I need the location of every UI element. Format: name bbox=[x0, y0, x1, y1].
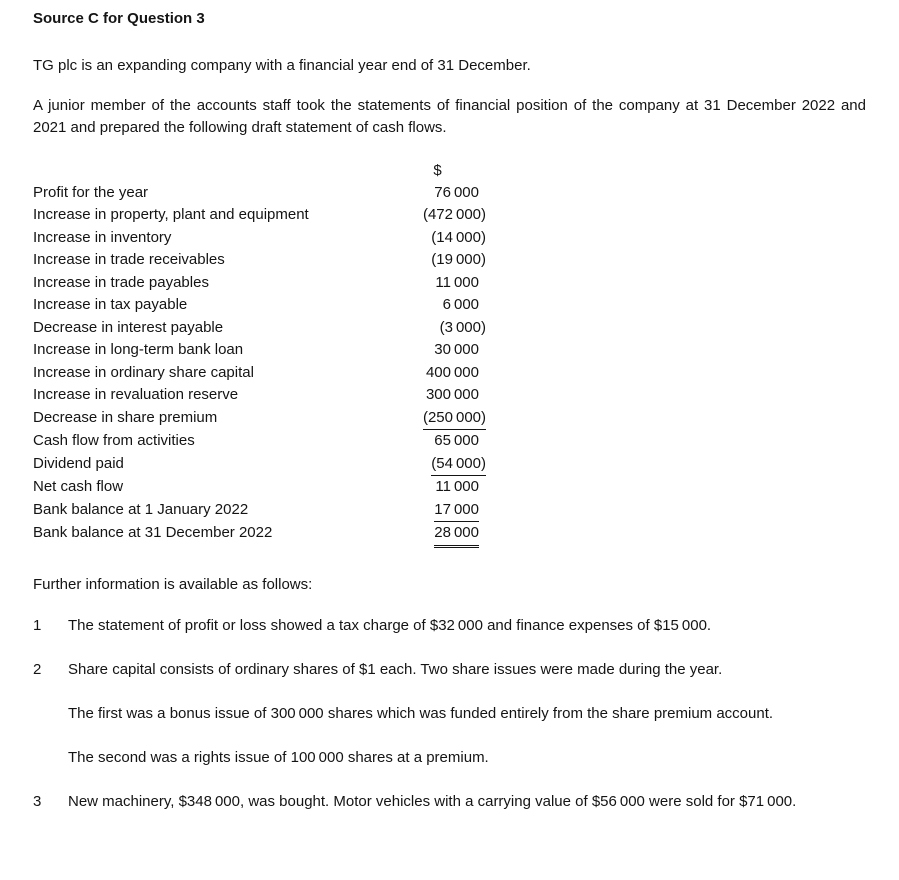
row-amount-value: (3 000) bbox=[439, 318, 486, 336]
row-label: Bank balance at 1 January 2022 bbox=[33, 500, 249, 518]
notes-list bbox=[33, 615, 866, 813]
row-amount bbox=[396, 294, 486, 317]
note-body bbox=[68, 615, 866, 637]
row-amount-value: (250 000) bbox=[423, 407, 486, 431]
row-amount-value: 11 000 bbox=[435, 273, 479, 291]
row-amount bbox=[396, 499, 486, 523]
statement-row bbox=[33, 384, 486, 407]
note-paragraph: The statement of profit or loss showed a tax charge of $32 000 and finance expenses of $15 000. bbox=[68, 616, 712, 634]
row-amount-value: (472 000) bbox=[422, 206, 486, 223]
row-label: Increase in trade receivables bbox=[33, 251, 225, 268]
row-label: Decrease in interest payable bbox=[33, 318, 224, 336]
row-amount-value: 17 000 bbox=[434, 499, 479, 523]
statement-row bbox=[33, 182, 486, 205]
note-item bbox=[33, 791, 866, 813]
row-amount bbox=[396, 476, 486, 499]
note-item bbox=[33, 659, 866, 769]
statement-row bbox=[33, 407, 486, 431]
statement-row bbox=[33, 204, 486, 227]
row-label: Increase in trade payables bbox=[33, 273, 209, 291]
row-amount bbox=[396, 407, 486, 431]
row-amount bbox=[396, 249, 486, 272]
note-body bbox=[68, 791, 866, 813]
note-paragraph: The second was a rights issue of 100 000 shares at a premium. bbox=[68, 748, 489, 766]
row-amount-value: 30 000 bbox=[434, 341, 479, 358]
page-title: Source C for Question 3 bbox=[33, 10, 205, 27]
statement-row bbox=[33, 453, 486, 477]
statement-row bbox=[33, 430, 486, 453]
row-amount bbox=[396, 522, 486, 548]
further-info-heading: Further information is available as follows: bbox=[33, 575, 313, 593]
row-amount-value: 300 000 bbox=[425, 386, 479, 403]
row-amount bbox=[396, 453, 486, 477]
statement-rows bbox=[33, 182, 486, 548]
note-number: 3 bbox=[33, 792, 42, 810]
row-label: Increase in ordinary share capital bbox=[33, 363, 254, 381]
row-label: Profit for the year bbox=[33, 183, 149, 201]
row-amount-value: 400 000 bbox=[425, 363, 479, 381]
note-item bbox=[33, 615, 866, 637]
row-amount bbox=[396, 227, 486, 250]
row-label: Cash flow from activities bbox=[33, 432, 195, 449]
row-label: Increase in inventory bbox=[33, 228, 172, 246]
row-amount bbox=[396, 182, 486, 205]
row-amount-value: (54 000) bbox=[431, 453, 486, 477]
statement-header-spacer bbox=[33, 160, 396, 182]
note-number: 1 bbox=[33, 616, 42, 634]
note-number: 2 bbox=[33, 660, 42, 678]
row-label: Bank balance at 31 December 2022 bbox=[33, 524, 273, 541]
statement-row bbox=[33, 272, 486, 295]
row-amount-value: (14 000) bbox=[431, 228, 486, 246]
row-label: Decrease in share premium bbox=[33, 408, 218, 426]
note-paragraph: New machinery, $348 000, was bought. Motor vehicles with a carrying value of $56 000 were sold for $71 000. bbox=[68, 792, 797, 810]
row-amount-value: (19 000) bbox=[431, 251, 486, 268]
row-amount-value: 65 000 bbox=[434, 432, 479, 449]
statement-row bbox=[33, 317, 486, 340]
row-amount bbox=[396, 317, 486, 340]
row-label: Increase in long-term bank loan bbox=[33, 341, 244, 358]
row-label: Increase in property, plant and equipment bbox=[33, 206, 309, 223]
cash-flow-statement bbox=[33, 160, 486, 548]
note-body bbox=[68, 659, 866, 769]
row-amount-value: 6 000 bbox=[442, 296, 479, 313]
row-amount bbox=[396, 272, 486, 295]
statement-header-row bbox=[33, 160, 486, 182]
row-amount bbox=[396, 339, 486, 362]
row-amount bbox=[396, 204, 486, 227]
row-label: Increase in tax payable bbox=[33, 296, 188, 313]
currency-header: $ bbox=[433, 162, 442, 179]
row-amount bbox=[396, 384, 486, 407]
statement-row bbox=[33, 522, 486, 548]
row-amount-value: 28 000 bbox=[434, 522, 479, 548]
row-amount-value: 76 000 bbox=[434, 183, 479, 201]
statement-row bbox=[33, 227, 486, 250]
note-paragraph: Share capital consists of ordinary shares of $1 each. Two share issues were made during the year. bbox=[68, 660, 723, 678]
row-amount bbox=[396, 430, 486, 453]
intro-paragraph-1: TG plc is an expanding company with a financial year end of 31 December. bbox=[33, 57, 531, 74]
row-amount bbox=[396, 362, 486, 385]
statement-row bbox=[33, 476, 486, 499]
row-label: Dividend paid bbox=[33, 454, 124, 472]
intro-paragraph-2: A junior member of the accounts staff took the statements of financial position of the company at 31 December 2022 and 2021 and prepared the following draft statement of cash flows. bbox=[33, 97, 866, 136]
statement-row bbox=[33, 339, 486, 362]
statement-row bbox=[33, 249, 486, 272]
statement-row bbox=[33, 294, 486, 317]
row-label: Increase in revaluation reserve bbox=[33, 386, 239, 403]
note-paragraph: The first was a bonus issue of 300 000 shares which was funded entirely from the share premium account. bbox=[68, 704, 774, 722]
statement-row bbox=[33, 362, 486, 385]
row-label: Net cash flow bbox=[33, 478, 124, 495]
row-amount-value: 11 000 bbox=[435, 478, 479, 495]
statement-row bbox=[33, 499, 486, 523]
